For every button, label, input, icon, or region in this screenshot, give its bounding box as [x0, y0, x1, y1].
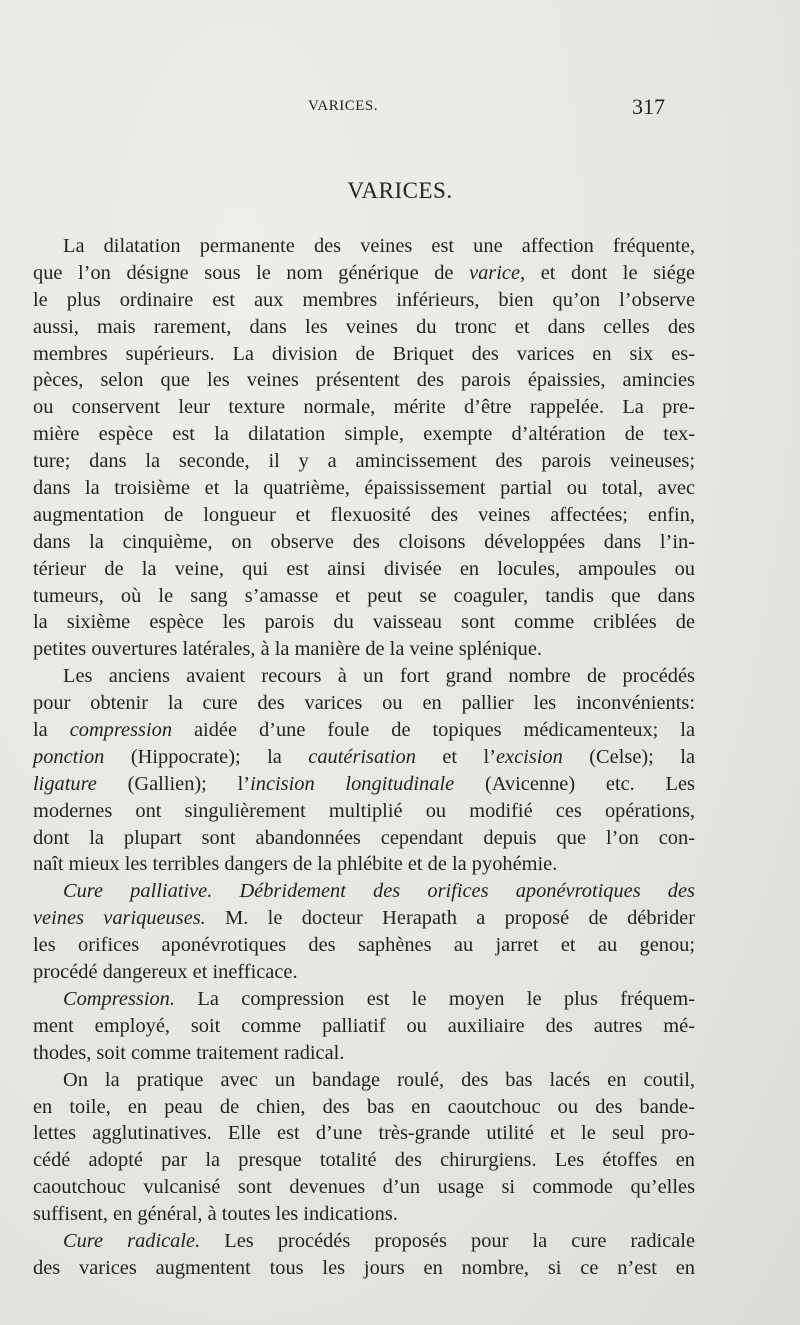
- text-fragment: (Celse); la: [562, 745, 695, 768]
- text-fragment: la: [33, 719, 70, 742]
- text-line: lettes agglutinatives. Elle est d’une très-grande utilité et le seul pro-: [33, 1122, 695, 1145]
- text-line: suffisent, en général, à toutes les indications.: [33, 1203, 398, 1226]
- text-fragment: que l’on désigne sous le nom générique de: [33, 261, 470, 284]
- text-line: des varices augmentent tous les jours en nombre, si ce n’est en: [33, 1256, 695, 1279]
- italic-term: ligature: [33, 772, 97, 795]
- text-line: dont la plupart sont abandonnées cependant depuis que l’on con-: [33, 826, 695, 849]
- text-fragment: et l’: [415, 745, 496, 768]
- text-fragment: La compression est le moyen le plus fréquem-: [174, 987, 695, 1010]
- text-fragment: Les procédés proposés pour la cure radicale: [200, 1229, 696, 1252]
- italic-term: incision longitudinale: [250, 772, 455, 795]
- text-line: [33, 878, 695, 905]
- text-line: caoutchouc vulcanisé sont devenues d’un usage si commode qu’elles: [33, 1176, 695, 1199]
- text-fragment: , et dont le siége: [520, 261, 695, 284]
- text-line: La dilatation permanente des veines est une affection fréquente,: [63, 235, 695, 257]
- text-line: [33, 744, 695, 771]
- text-line: la sixième espèce les parois du vaisseau sont comme criblées de: [33, 611, 695, 634]
- text-line: procédé dangereux et inefficace.: [33, 961, 298, 984]
- italic-term: cautérisation: [308, 745, 416, 768]
- text-line: [33, 986, 695, 1013]
- running-title: VARICES.: [308, 98, 378, 114]
- italic-heading: Cure palliative. Débridement des orifices aponévrotiques des: [63, 880, 695, 903]
- text-line: On la pratique avec un bandage roulé, des bas lacés en coutil,: [63, 1068, 695, 1091]
- italic-heading: veines variqueuses.: [33, 907, 206, 930]
- chapter-title: VARICES.: [347, 178, 453, 203]
- running-head: [0, 94, 800, 122]
- text-line: dans la troisième et la quatrième, épaississement partial ou total, avec: [33, 477, 695, 500]
- text-line: ment employé, soit comme palliatif ou auxiliaire des autres mé-: [33, 1014, 695, 1037]
- italic-term: varice: [469, 261, 521, 284]
- italic-term: ponction: [33, 745, 105, 768]
- text-fragment: (Hippocrate); la: [104, 745, 309, 768]
- text-fragment: M. le docteur Herapath a proposé de débrider: [205, 907, 696, 930]
- italic-term: excision: [496, 745, 563, 768]
- text-line: le plus ordinaire est aux membres inférieurs, bien qu’on l’observe: [33, 288, 695, 311]
- text-line: pour obtenir la cure des varices ou en pallier les inconvénients:: [33, 692, 695, 715]
- text-line: augmentation de longueur et flexuosité des veines affectées; enfin,: [33, 503, 695, 526]
- text-fragment: aidée d’une foule de topiques médicamenteux; la: [172, 719, 695, 742]
- text-line: thodes, soit comme traitement radical.: [33, 1041, 345, 1064]
- text-line: dans la cinquième, on observe des cloisons développées dans l’in-: [33, 530, 695, 553]
- text-line: ture; dans la seconde, il y a amincissement des parois veineuses;: [33, 450, 695, 473]
- text-line: membres supérieurs. La division de Briquet des varices en six es-: [33, 342, 695, 365]
- page-number: 317: [632, 94, 665, 119]
- text-line: cédé adopté par la presque totalité des chirurgiens. Les étoffes en: [33, 1149, 695, 1172]
- text-line: mière espèce est la dilatation simple, exempte d’altération de tex-: [33, 423, 695, 446]
- text-line: [33, 771, 695, 798]
- text-line: naît mieux les terribles dangers de la phlébite et de la pyohémie.: [33, 853, 558, 876]
- text-fragment: (Avicenne) etc. Les: [454, 772, 695, 795]
- text-line: [33, 1228, 695, 1255]
- text-line: les orifices aponévrotiques des saphènes au jarret et au genou;: [33, 934, 695, 957]
- text-line: tumeurs, où le sang s’amasse et peut se coaguler, tandis que dans: [33, 584, 695, 607]
- text-line: en toile, en peau de chien, des bas en caoutchouc ou des bande-: [33, 1095, 695, 1118]
- text-line: petites ouvertures latérales, à la manière de la veine splénique.: [33, 638, 542, 661]
- italic-heading: Compression.: [63, 987, 175, 1010]
- text-line: pèces, selon que les veines présentent des parois épaissies, amincies: [33, 369, 695, 392]
- italic-term: compression: [69, 719, 173, 742]
- text-line: [33, 905, 695, 932]
- text-line: aussi, mais rarement, dans les veines du tronc et dans celles des: [33, 315, 695, 338]
- text-line: Les anciens avaient recours à un fort grand nombre de procédés: [63, 665, 695, 688]
- text-line: ou conservent leur texture normale, mérite d’être rappelée. La pre-: [33, 396, 695, 419]
- text-line: térieur de la veine, qui est ainsi divisée en locules, ampoules ou: [33, 557, 695, 580]
- text-line: [33, 260, 695, 287]
- body-text: [33, 233, 695, 1282]
- italic-heading: Cure radicale.: [63, 1229, 201, 1252]
- text-line: modernes ont singulièrement multiplié ou modifié ces opérations,: [33, 799, 695, 822]
- text-line: [33, 717, 695, 744]
- text-fragment: (Gallien); l’: [96, 772, 251, 795]
